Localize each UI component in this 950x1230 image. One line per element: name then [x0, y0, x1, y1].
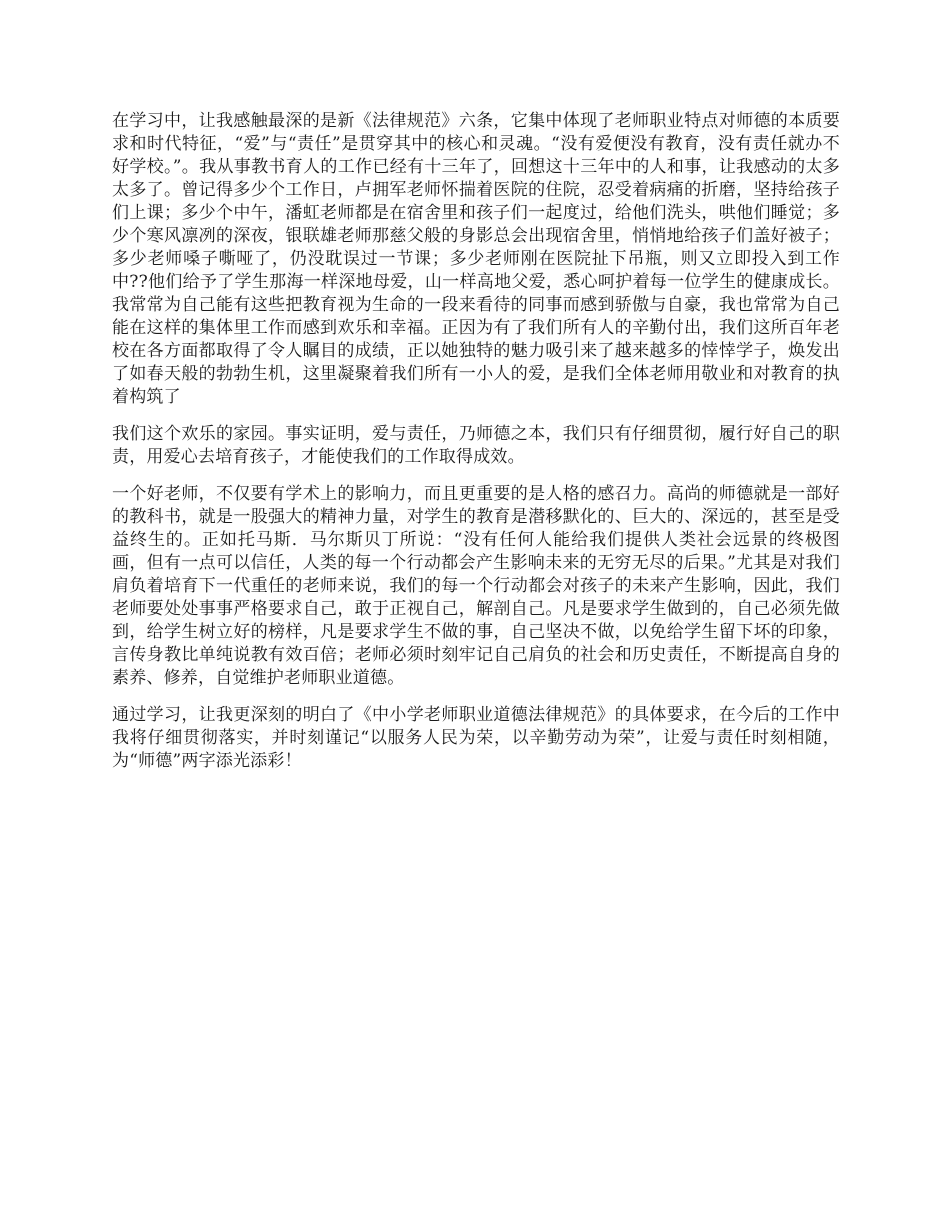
- paragraph-4: 通过学习，让我更深刻的明白了《中小学老师职业道德法律规范》的具体要求，在今后的工作中我将仔细贯彻落实，并时刻谨记“以服务人民为荣，以辛勤劳动为荣”，让爱与责任时刻相随，为“师德”两字添光添彩！: [112, 705, 840, 771]
- paragraph-2: 我们这个欢乐的家园。事实证明，爱与责任，乃师德之本，我们只有仔细贯彻，履行好自己的职责，用爱心去培育孩子，才能使我们的工作取得成效。: [112, 424, 840, 467]
- document-body: [112, 110, 840, 787]
- paragraph-3: 一个好老师，不仅要有学术上的影响力，而且更重要的是人格的感召力。高尚的师德就是一部好的教科书，就是一股强大的精神力量，对学生的教育是潜移默化的、巨大的、深远的，甚至是受益终生的。正如托马斯．马尔斯贝丁所说：“没有任何人能给我们提供人类社会远景的终极图画，但有一点可以信任，人类的每一个行动都会产生影响未来的无穷无尽的后果。”尤其是对我们肩负着培育下一代重任的老师来说，我们的每一个行动都会对孩子的未来产生影响，因此，我们老师要处处事事严格要求自己，敢于正视自己，解剖自己。凡是要求学生做到的，自己必须先做到，给学生树立好的榜样，凡是要求学生不做的事，自己坚决不做，以免给学生留下坏的印象，言传身教比单纯说教有效百倍；老师必须时刻牢记自己肩负的社会和历史责任，不断提高自身的素养、修养，自觉维护老师职业道德。: [112, 484, 840, 688]
- paragraph-1: 在学习中，让我感触最深的是新《法律规范》六条，它集中体现了老师职业特点对师德的本质要求和时代特征，“爱”与“责任”是贯穿其中的核心和灵魂。“没有爱便没有教育，没有责任就办不好学校。”。我从事教书育人的工作已经有十三年了，回想这十三年中的人和事，让我感动的太多太多了。曾记得多少个工作日，卢拥军老师怀揣着医院的住院，忍受着病痛的折磨，坚持给孩子们上课；多少个中午，潘虹老师都是在宿舍里和孩子们一起度过，给他们洗头，哄他们睡觉；多少个寒风凛冽的深夜，银联雄老师那慈父般的身影总会出现宿舍里，悄悄地给孩子们盖好被子；多少老师嗓子嘶哑了，仍没耽误过一节课；多少老师刚在医院扯下吊瓶，则又立即投入到工作中??他们给予了学生那海一样深地母爱，山一样高地父爱，悉心呵护着每一位学生的健康成长。我常常为自己能有这些把教育视为生命的一段来看待的同事而感到骄傲与自豪，我也常常为自己能在这样的集体里工作而感到欢乐和幸福。正因为有了我们所有人的辛勤付出，我们这所百年老校在各方面都取得了令人瞩目的成绩，正以她独特的魅力吸引来了越来越多的悻悻学子，焕发出了如春天般的勃勃生机，这里凝聚着我们所有一小人的爱，是我们全体老师用敬业和对教育的执着构筑了: [112, 111, 840, 407]
